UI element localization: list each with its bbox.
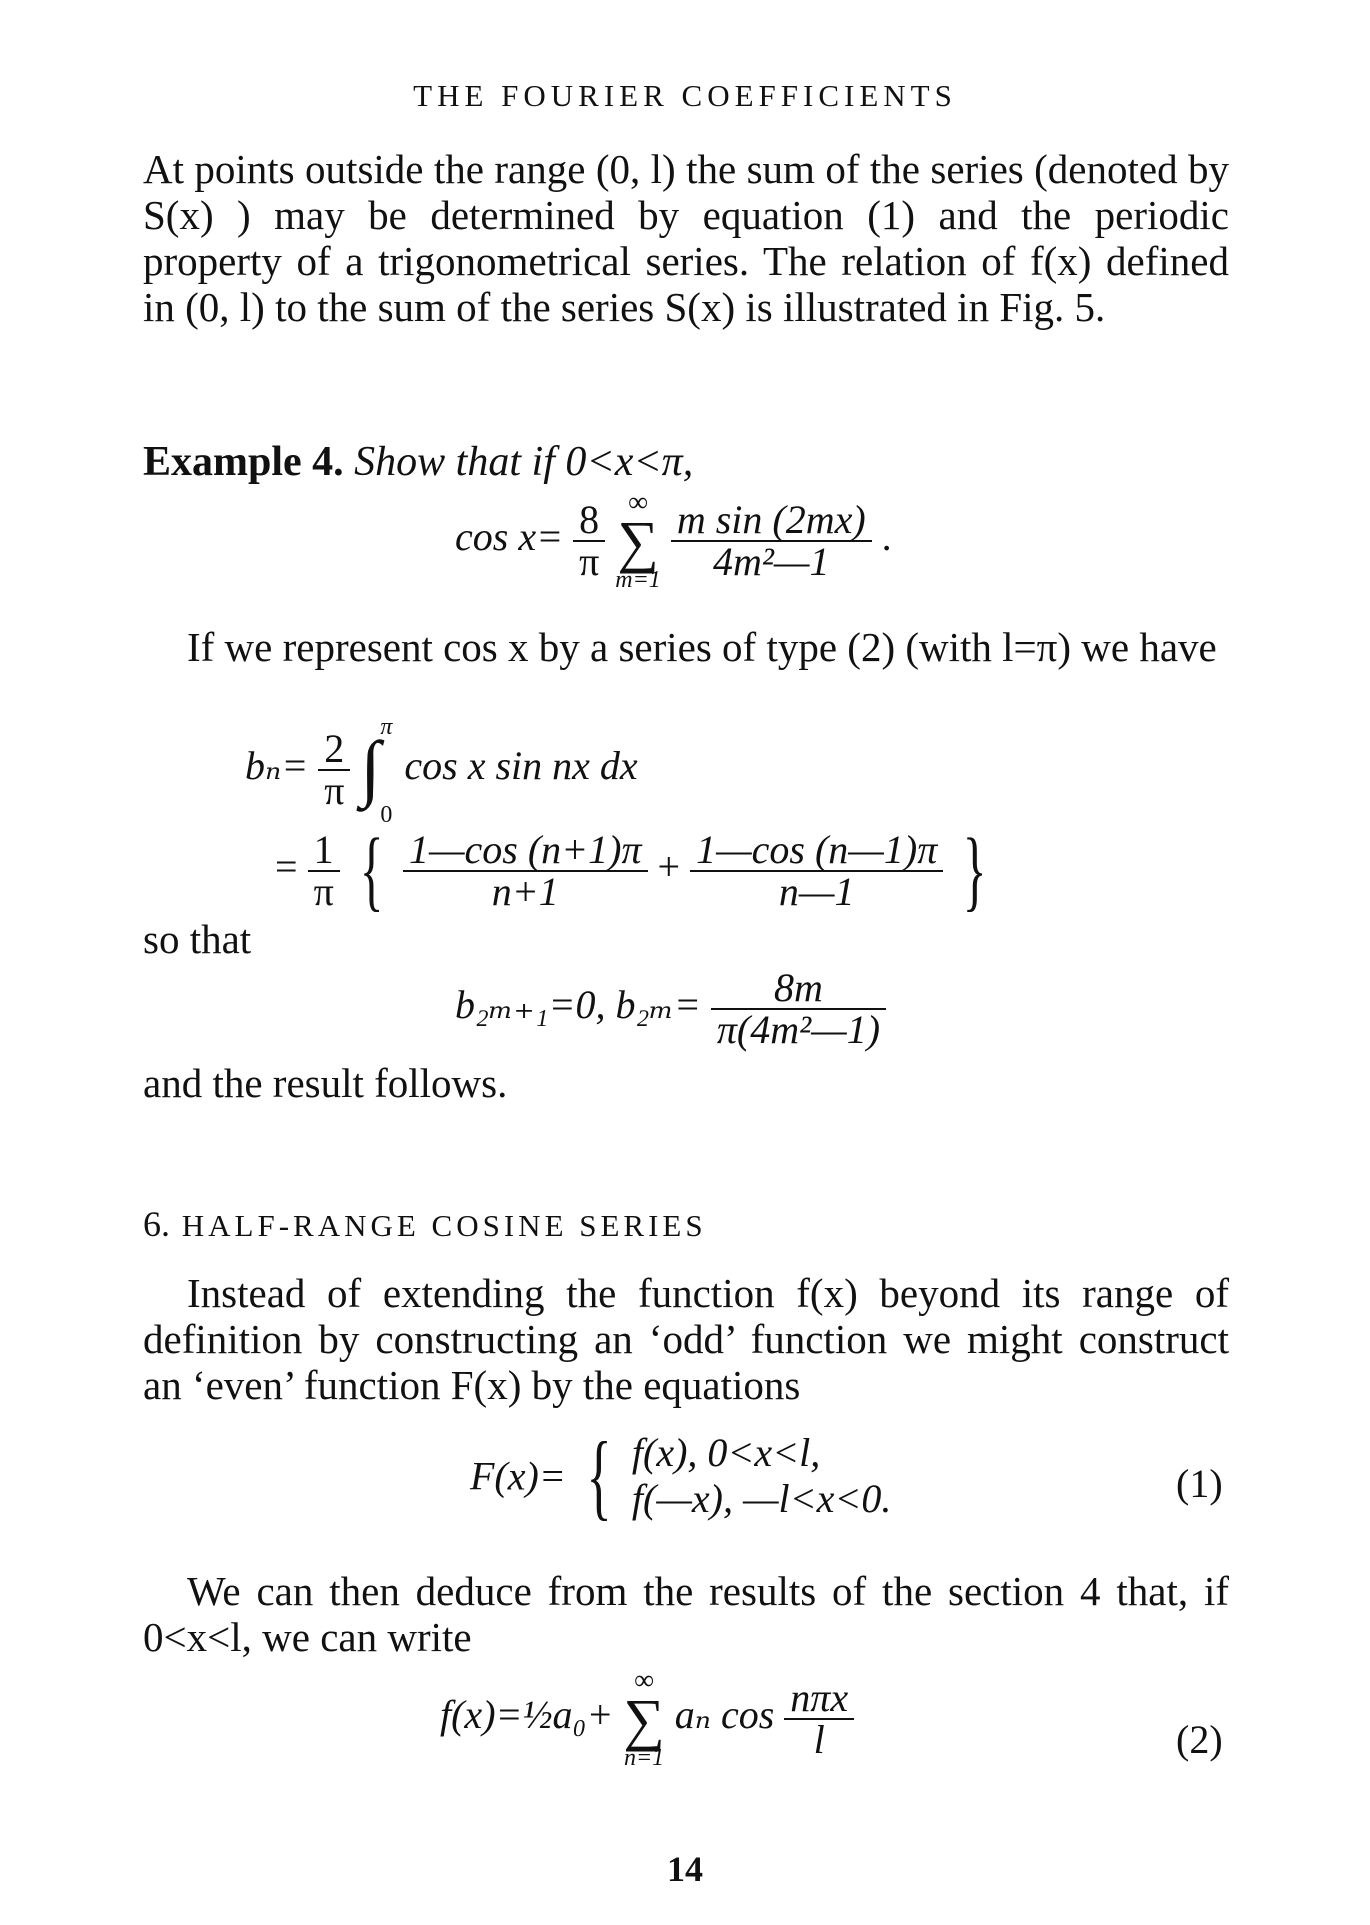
equation-bn-integral bbox=[245, 714, 638, 828]
summation-sign-2: ∞ ∑ n=1 bbox=[623, 1665, 665, 1771]
eq-f-lhs: f(x)=½a₀+ bbox=[440, 1692, 614, 1738]
example-statement: Show that if 0<x<π, bbox=[354, 439, 694, 485]
eq-bn-coef-den: π bbox=[324, 768, 345, 813]
eq-F-case2: f(—x), —l<x<0. bbox=[631, 1476, 892, 1521]
eq-b2m-den: π(4m²—1) bbox=[716, 1007, 881, 1052]
integral-sign: ∫ π 0 bbox=[360, 714, 393, 828]
eq-b2m-part1: b₂ₘ₊₁=0, b₂ₘ= bbox=[455, 982, 701, 1028]
eq-F-lhs: F(x)= bbox=[470, 1453, 566, 1499]
equation-number-1: (1) bbox=[1176, 1461, 1223, 1506]
integral-lower-limit: 0 bbox=[380, 802, 393, 828]
sum-lower-limit: m=1 bbox=[615, 567, 661, 593]
so-that-text: so that bbox=[143, 916, 252, 962]
equation-F-cases: F(x)= { f(x), 0<x<l, f(—x), —l<x<0. bbox=[470, 1422, 892, 1529]
equation-bn-evaluated: = $\frac{1}{\pi}$ { $\frac{1—\cos (n+1)\pi}{n+1}$ + $\frac{1—\cos (n—1)\pi}{n—1}$ } bbox=[275, 821, 987, 920]
section-heading bbox=[143, 1203, 707, 1245]
result-follows-text: and the result follows. bbox=[143, 1060, 508, 1106]
eq-bn2-coef-den: π bbox=[313, 869, 334, 914]
eq-f-num: nπx bbox=[784, 1678, 854, 1720]
eq-cos-lhs: cos x= bbox=[455, 514, 564, 560]
equation-number-2: (2) bbox=[1176, 1717, 1223, 1762]
integral-upper-limit: π bbox=[380, 714, 393, 740]
paragraph-instead-extending: Instead of extending the function f(x) beyond its range of definition by constructing an ‘odd’ function we might construct an ‘even’ function F(x) by the equations bbox=[143, 1270, 1229, 1408]
sum2-upper-limit: ∞ bbox=[634, 1665, 655, 1696]
eq-F-case1: f(x), 0<x<l, bbox=[631, 1430, 821, 1475]
eq-bn2-term1 bbox=[403, 827, 648, 914]
eq-b2m-fraction bbox=[711, 965, 886, 1052]
eq-cos-coef-den: π bbox=[579, 539, 600, 584]
eq-b2m-num: 8m bbox=[711, 968, 886, 1010]
eq-f-den: l bbox=[813, 1717, 825, 1762]
eq-bn-integrand: cos x sin nx dx bbox=[404, 743, 638, 789]
eq-f-fraction bbox=[784, 1675, 854, 1762]
eq-cos-den: 4m²—1 bbox=[713, 539, 830, 584]
eq-bn2-coef bbox=[308, 827, 340, 914]
eq-bn-lhs: bₙ= bbox=[245, 743, 309, 789]
eq-bn2-term2-den: n—1 bbox=[778, 869, 855, 914]
sum2-lower-limit: n=1 bbox=[623, 1745, 665, 1771]
eq-f-term: aₙ cos bbox=[674, 1692, 775, 1738]
page-number: 14 bbox=[667, 1849, 703, 1889]
eq-cos-coef-num: 8 bbox=[573, 500, 605, 542]
equation-cos-series bbox=[455, 487, 892, 593]
eq-cos-fraction bbox=[671, 497, 872, 584]
eq-cos-coef bbox=[573, 497, 605, 584]
section-number: 6. bbox=[143, 1204, 170, 1244]
paragraph-outside-range: At points outside the range (0, l) the sum of the series (denoted by S(x) ) may be determined by equation (1) and the periodic property of a trigonometrical series. The relation of f(x) defined in (0, l) to the sum of the series S(x) is illustrated in Fig. 5. bbox=[143, 146, 1229, 330]
summation-sign: ∞ ∑ m=1 bbox=[615, 487, 661, 593]
eq-bn-coef-num: 2 bbox=[318, 729, 350, 771]
eq-bn2-term2-num: 1—cos (n—1)π bbox=[690, 830, 943, 872]
eq-cos-tail: . bbox=[881, 514, 892, 560]
paragraph-represent-cos: If we represent cos x by a series of type (2) (with l=π) we have bbox=[187, 624, 1217, 670]
eq-bn2-term1-den: n+1 bbox=[491, 869, 559, 914]
eq-bn2-equals: = bbox=[275, 844, 298, 890]
example-label: Example 4. bbox=[143, 439, 344, 485]
paragraph-deduce: We can then deduce from the results of the section 4 that, if 0<x<l, we can write bbox=[143, 1568, 1229, 1660]
section-title: HALF-RANGE COSINE SERIES bbox=[181, 1208, 707, 1243]
equation-b2m bbox=[455, 965, 886, 1052]
equation-cosine-series bbox=[440, 1665, 854, 1771]
eq-bn2-term1-num: 1—cos (n+1)π bbox=[403, 830, 648, 872]
sum-upper-limit: ∞ bbox=[628, 487, 649, 518]
eq-bn-coef bbox=[318, 726, 350, 813]
running-head: THE FOURIER COEFFICIENTS bbox=[413, 78, 957, 113]
example-heading bbox=[143, 438, 693, 486]
eq-F-cases-block bbox=[632, 1430, 892, 1522]
eq-bn2-term2 bbox=[690, 827, 943, 914]
eq-bn2-plus: + bbox=[657, 844, 681, 890]
eq-cos-num: m sin (2mx) bbox=[671, 500, 872, 542]
eq-bn2-coef-num: 1 bbox=[308, 830, 340, 872]
